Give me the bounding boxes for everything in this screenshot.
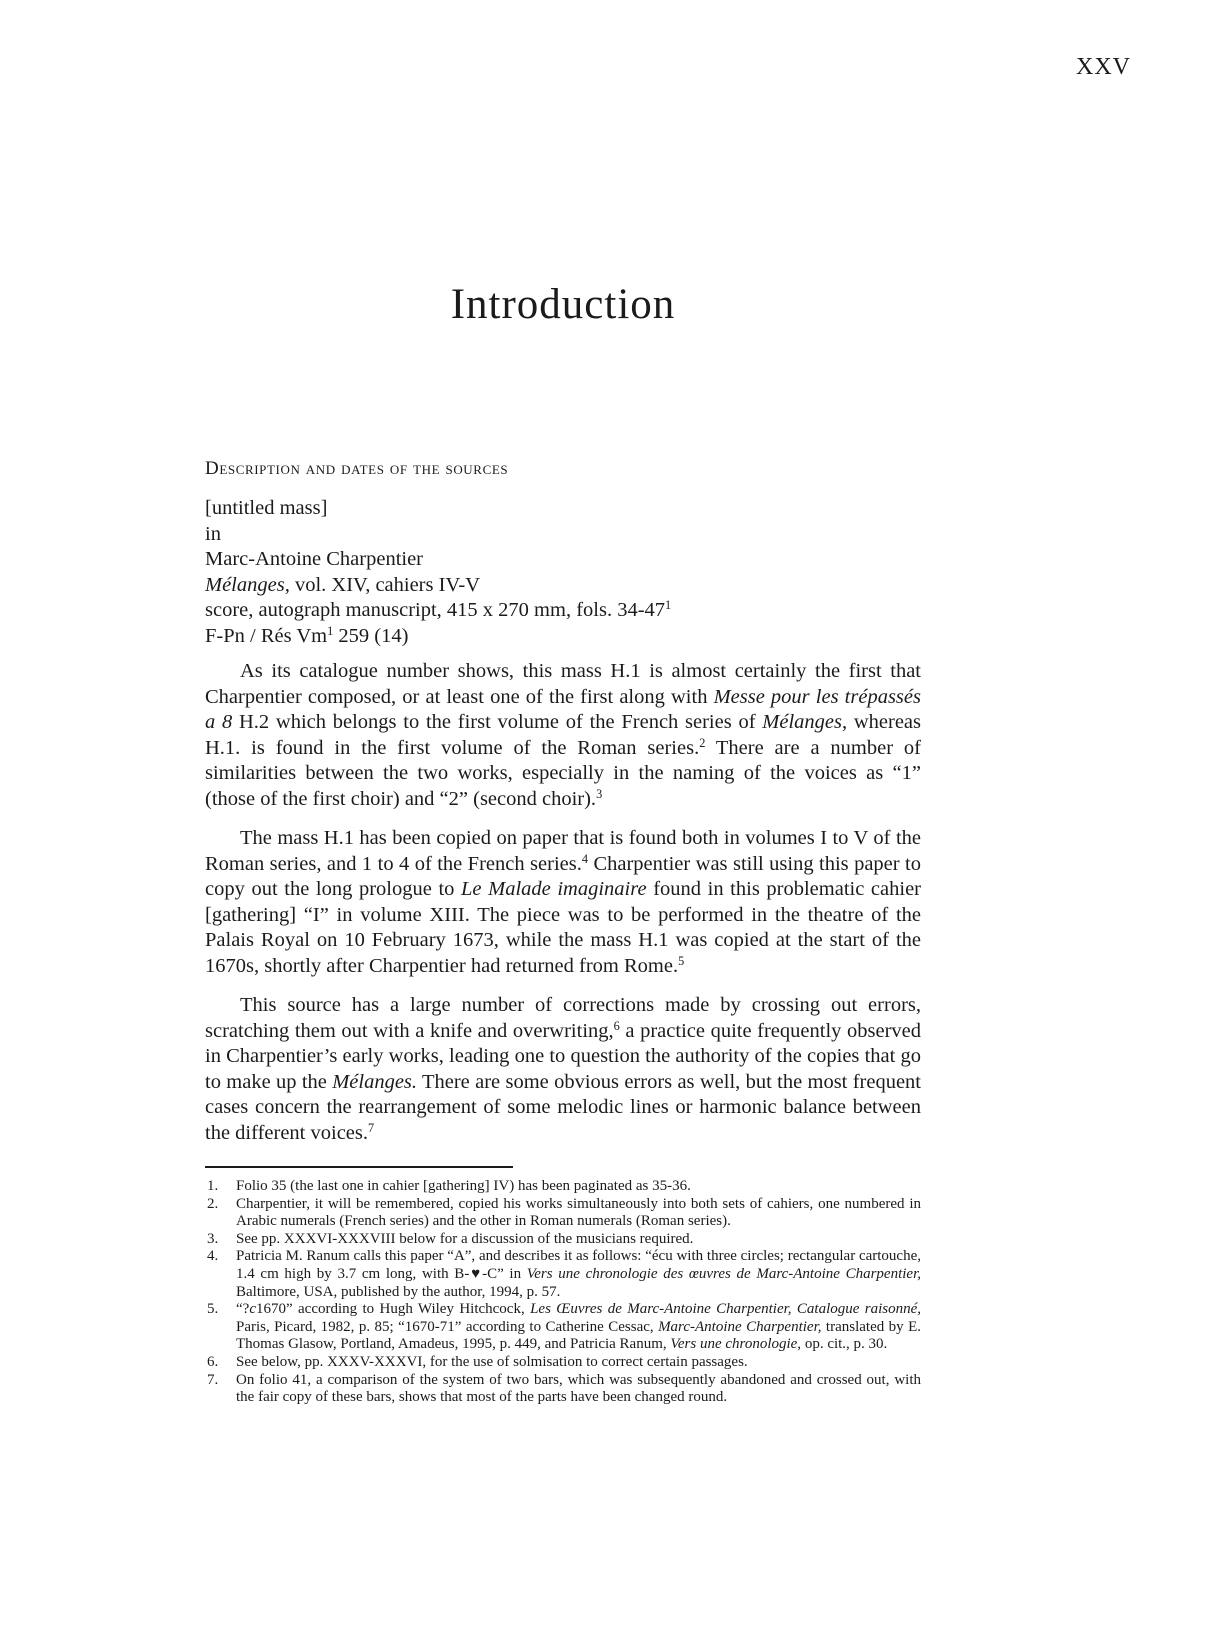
footnote-number: 4. xyxy=(207,1248,219,1265)
paragraph: This source has a large number of corrections made by crossing out errors, scratching them out with a knife and overwriting,$^6$ a practice quite frequently observed in Charpentier’s early works, leading one to question the authority of the copies that go to make up the Mélanges. There are some obvious errors as well, but the most frequent cases concern the rearrangement of some melodic lines or harmonic balance between the different voices.$^7$ xyxy=(205,994,921,1144)
source-line: F-Pn / Rés Vm$^1$ 259 (14) xyxy=(205,623,409,647)
source-line: in xyxy=(205,522,221,545)
footnote-text: Charpentier, it will be remembered, copied his works simultaneously into both sets of cahiers, one numbered in Arabic numerals (French series) and the other in Roman numerals (Roman series). xyxy=(236,1195,921,1230)
text-column xyxy=(205,0,921,1407)
footnote-text: On folio 41, a comparison of the system of two bars, which was subsequently abandoned and crossed out, with the fair copy of these bars, shows that most of the parts have been changed round. xyxy=(236,1371,921,1406)
source-line: [untitled mass] xyxy=(205,497,328,519)
page-number: XXV xyxy=(1076,54,1131,80)
footnote-text: See below, pp. XXXV-XXXVI, for the use of solmisation to correct certain passages. xyxy=(236,1353,748,1370)
footnote-text: “?c1670” according to Hugh Wiley Hitchcock, Les Œuvres de Marc-Antoine Charpentier, Catalogue raisonné, Paris, Picard, 1982, p. 85; “1670-71” according to Catherine Cessac, Marc-Antoine Charpentier, translated by E. Thomas Glasow, Portland, Amadeus, 1995, p. 449, and Patricia Ranum, Vers une chronologie, op. cit., p. 30. xyxy=(236,1301,921,1353)
footnote xyxy=(205,1301,921,1354)
footnotes xyxy=(205,1178,921,1407)
footnote xyxy=(205,1196,921,1231)
footnote-text: Patricia M. Ranum calls this paper “A”, and describes it as follows: “écu with three circles; rectangular cartouche, 1.4 cm high by 3.7 cm long, with B-♥-C” in Vers une chronologie des œuvres de Marc-Antoine Charpentier, Baltimore, USA, published by the author, 1994, p. 57. xyxy=(236,1248,921,1300)
footnote-number: 1. xyxy=(207,1178,219,1194)
page-title: Introduction xyxy=(450,281,676,328)
source-line: Mélanges, vol. XIV, cahiers IV-V xyxy=(205,573,480,596)
body-text xyxy=(205,659,921,1146)
footnote xyxy=(205,1354,921,1372)
footnote-text: See pp. XXXVI-XXXVIII below for a discussion of the musicians required. xyxy=(236,1230,694,1247)
source-description xyxy=(205,496,921,649)
paragraph: As its catalogue number shows, this mass H.1 is almost certainly the first that Charpentier composed, or at least one of the first along with Messe pour les trépassés a 8 H.2 which belongs to the first volume of the French series of Mélanges, whereas H.1. is found in the first volume of the Roman series.$^2$ There are a number of similarities between the two works, especially in the naming of the voices as “1” (those of the first choir) and “2” (second choir).$^3$ xyxy=(205,660,922,810)
section-heading: Description and dates of the sources xyxy=(205,458,509,479)
footnote-number: 3. xyxy=(207,1230,219,1247)
source-line: Marc-Antoine Charpentier xyxy=(205,548,424,570)
footnote-number: 2. xyxy=(207,1195,219,1212)
footnote xyxy=(205,1248,921,1301)
footnote xyxy=(205,1231,921,1249)
paragraph: The mass H.1 has been copied on paper that is found both in volumes I to V of the Roman series, and 1 to 4 of the French series.$^4$ Charpentier was still using this paper to copy out the long prologue to Le Malade imaginaire found in this problematic cahier [gathering] “I” in volume XIII. The piece was to be performed in the theatre of the Palais Royal on 10 February 1673, while the mass H.1 was copied at the start of the 1670s, shortly after Charpentier had returned from Rome.$^5$ xyxy=(205,827,921,977)
footnote xyxy=(205,1372,921,1407)
footnote-number: 6. xyxy=(207,1353,219,1370)
footnote-number: 7. xyxy=(207,1371,219,1388)
source-line: score, autograph manuscript, 415 x 270 mm, fols. $34-47^1$ xyxy=(205,598,672,621)
footnote-text: Folio 35 (the last one in cahier [gathering] IV) has been paginated as 35-36. xyxy=(236,1178,691,1194)
footnote-number: 5. xyxy=(207,1301,219,1318)
footnote xyxy=(205,1178,921,1196)
footnote-separator-rule xyxy=(205,1166,513,1168)
